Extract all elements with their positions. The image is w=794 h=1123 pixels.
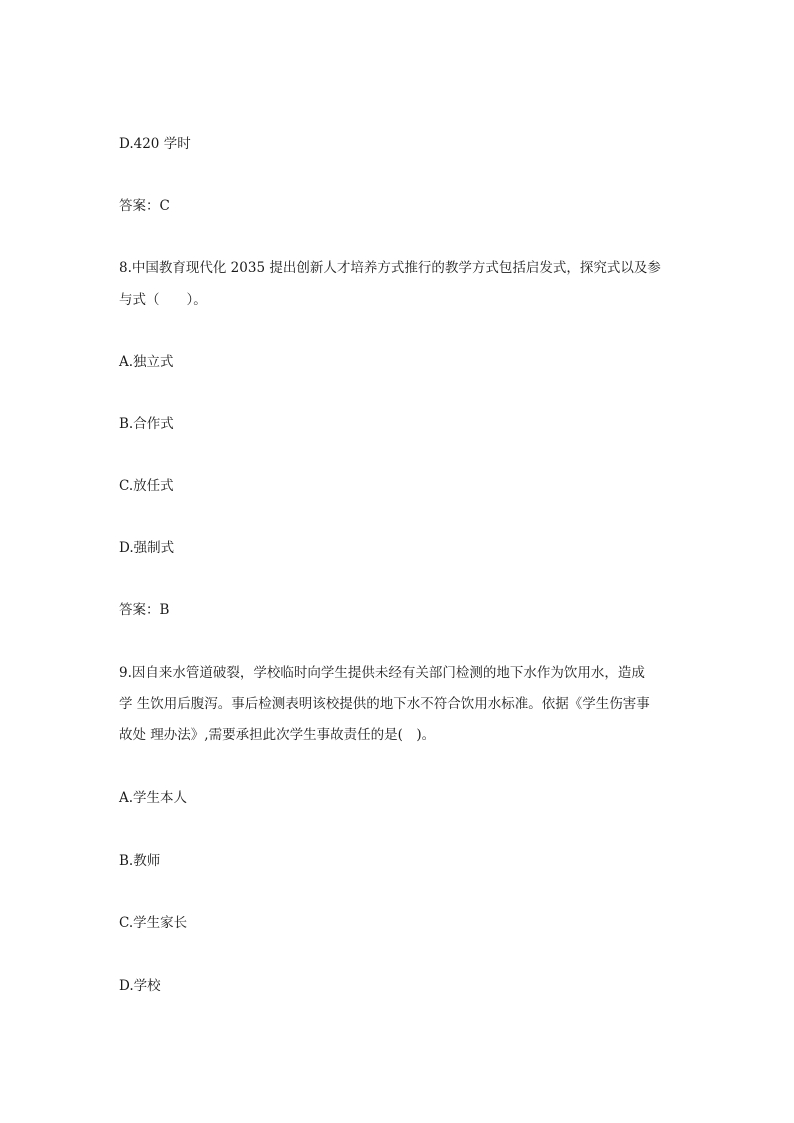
q8-option-c: C.放任式 (119, 478, 174, 494)
q9-option-a: A.学生本人 (119, 790, 188, 806)
q9-stem-line3: 故处 理办法》,需要承担此次学生事故责任的是( )。 (119, 727, 436, 743)
q9-option-d: D.学校 (119, 978, 161, 994)
q8-option-b: B.合作式 (119, 416, 174, 432)
q8-option-a: A.独立式 (119, 354, 174, 370)
q9-option-c: C.学生家长 (119, 915, 188, 931)
q8-stem-line2: 与式（ ）。 (119, 292, 207, 308)
prev-option-d: D.420 学时 (119, 136, 191, 152)
q9-stem-line2: 学 生饮用后腹泻。事后检测表明该校提供的地下水不符合饮用水标准。依据《学生伤害事 (119, 696, 650, 712)
q8-stem-line1: 8.中国教育现代化 2035 提出创新人才培养方式推行的教学方式包括启发式，探究式以及参 (119, 260, 661, 276)
q8-answer: 答案：B (119, 602, 170, 618)
q9-stem-line1: 9.因自来水管道破裂，学校临时向学生提供未经有关部门检测的地下水作为饮用水，造成 (119, 665, 645, 681)
q9-option-b: B.教师 (119, 853, 161, 869)
prev-answer: 答案：C (119, 198, 170, 214)
q8-option-d: D.强制式 (119, 540, 175, 556)
